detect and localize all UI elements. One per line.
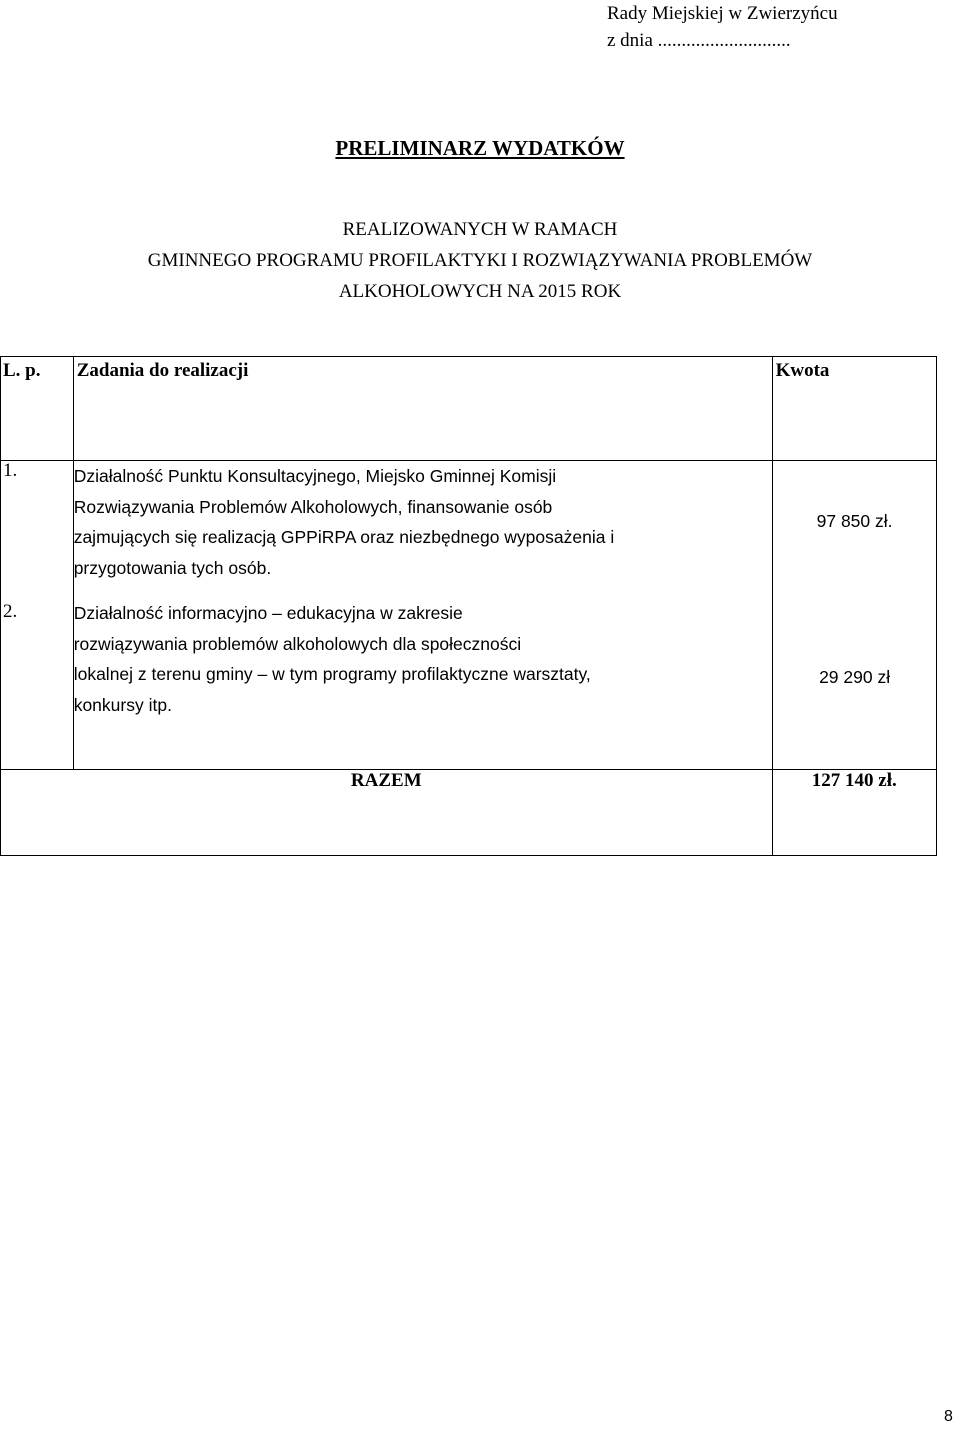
header-cell-lp (1, 357, 74, 461)
document-title: PRELIMINARZ WYDATKÓW (335, 136, 625, 160)
resolution-reference (607, 0, 838, 54)
item-amounts-cell (772, 461, 936, 770)
page-number: 8 (944, 1408, 953, 1425)
task-line: lokalnej z terenu gminy – w tym programy profilaktyczne warsztaty, (73, 664, 591, 684)
item-amount: 29 290 zł (819, 667, 891, 687)
item-tasks-cell (73, 461, 772, 770)
item-numbers-cell (1, 461, 74, 770)
subtitle-line-2: GMINNEGO PROGRAMU PROFILAKTYKI I ROZWIĄZYWANIA PROBLEMÓW (147, 250, 813, 271)
budget-table (0, 356, 937, 856)
task-line: przygotowania tych osób. (73, 557, 272, 578)
task-line: rozwiązywania problemów alkoholowych dla społeczności (73, 633, 522, 654)
task-line: Rozwiązywania Problemów Alkoholowych, finansowanie osób (73, 496, 553, 517)
item-amount: 97 850 zł. (816, 511, 893, 531)
total-amount: 127 140 zł. (772, 770, 936, 856)
task-description-2 (74, 583, 772, 720)
subtitle-line-1: REALIZOWANYCH W RAMACH (342, 219, 618, 240)
total-label: RAZEM (1, 770, 773, 856)
header-cell-task (73, 357, 772, 461)
council-name: Rady Miejskiej w Zwierzyńcu (607, 3, 838, 24)
task-description-1 (74, 461, 772, 583)
header-amount: Kwota (775, 360, 830, 381)
task-line: zajmujących się realizacją GPPiRPA oraz niezbędnego wyposażenia i (73, 527, 615, 547)
header-task: Zadania do realizacji (76, 360, 249, 381)
task-line: Działalność Punktu Konsultacyjnego, Miejsko Gminnej Komisji (73, 466, 557, 486)
table-total-row (1, 770, 937, 856)
task-line: Działalność informacyjno – edukacyjna w zakresie (73, 603, 463, 623)
table-items-row (1, 461, 937, 770)
item-number: 2. (3, 601, 18, 622)
item-number: 1. (3, 460, 18, 481)
header-lp: L. p. (3, 360, 41, 381)
header-cell-amount (772, 357, 936, 461)
table-header-row (1, 357, 937, 461)
subtitle-line-3: ALKOHOLOWYCH NA 2015 ROK (338, 281, 622, 302)
task-line: konkursy itp. (73, 694, 172, 715)
document-subtitle (0, 214, 960, 307)
resolution-date: z dnia ............................ (607, 30, 791, 51)
